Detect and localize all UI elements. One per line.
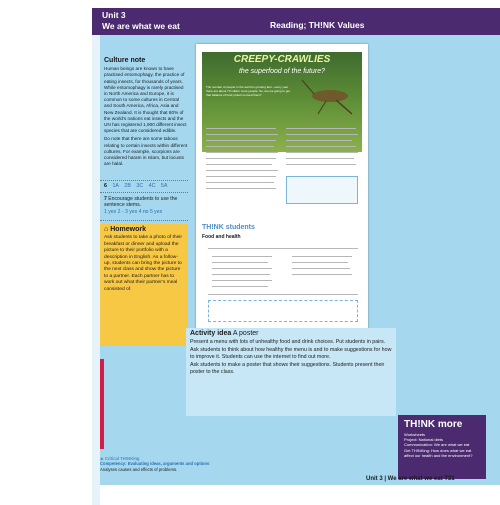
think-more-box: TH!NK more Worksheets Project: National diets Communication: We are what we eat Get TH!NKing: How does what we eat affect our health and the environment? bbox=[398, 415, 486, 479]
unit-heading: Unit 3 We are what we eat bbox=[102, 10, 180, 31]
divider bbox=[100, 180, 188, 181]
magazine-title: CREEPY-CRAWLIES bbox=[233, 54, 331, 65]
page-number: Unit 3 | We are what we eat T31 bbox=[366, 476, 455, 482]
page-header bbox=[92, 8, 500, 35]
section-title: Reading; TH!NK Values bbox=[270, 20, 365, 30]
accent-bar bbox=[100, 359, 104, 449]
article-text bbox=[202, 124, 362, 214]
house-icon: ⌂ bbox=[104, 226, 109, 233]
homework-text: Ask students to take a photo of their breakfast or dinner and upload the picture to their portfolio with a description in English. As a follow-up, students can bring the picture to the next class and show the picture to a partner. Each partner has to work out what their partner's meal consisted of. bbox=[104, 235, 183, 292]
homework-box bbox=[100, 224, 188, 346]
left-margin-bar bbox=[92, 35, 100, 505]
culture-note-title: Culture note bbox=[104, 57, 146, 64]
critical-thinking-footer: ◉ Critical TH!NKing Competency: Evaluating ideas, arguments and options Analyses causes and effects of problems. bbox=[100, 456, 210, 472]
activity-title: Activity idea A poster bbox=[190, 330, 259, 337]
grasshopper-image bbox=[300, 76, 356, 118]
brain-icon: ◉ bbox=[100, 456, 104, 461]
homework-title: ⌂ Homework bbox=[104, 226, 146, 233]
divider bbox=[100, 220, 188, 221]
exercise-area bbox=[202, 244, 362, 324]
think-students-label: TH!NK students bbox=[202, 224, 255, 231]
food-health-heading: Food and health bbox=[202, 234, 241, 240]
magazine-intro: The number of people in the world is growing fast - every year there are about 70 million more people. So, are we going to get that balance of food protein to feed them? bbox=[206, 85, 290, 97]
culture-note-p2: Do note that there are some taboos relating to certain insects within different cultures. For example, scorpions are considered haram in Islam, but locusts are halal. bbox=[104, 136, 188, 167]
divider bbox=[100, 192, 188, 193]
answers-row-7: 7 Encourage students to use the sentence stems. 1 yes 2 - 3 yes 4 no 5 yes bbox=[104, 196, 178, 215]
answers-row-6: 6 1A 2B 3C 4C 5A bbox=[104, 183, 168, 189]
magazine-subtitle: the superfood of the future? bbox=[238, 68, 325, 75]
activity-idea-box: Activity idea A poster Present a menu with lots of unhealthy food and drink choices. Put students in pairs. Ask students to think about how healthy the menu is and to make suggestions for how to improve it. Students can use the internet to find out more. Ask students to make a poster that shows their suggestions. Students present their poster to the class. bbox=[186, 328, 396, 416]
culture-note-p1: Human beings are known to have practised entomophagy, the practice of eating insects, for thousands of years. While entomophagy is rarely practised in North America and Europe, it is common to some cultures in Central and South America, Africa, Asia and New Zealand. It is thought that 80% of the world's nations eat insects and the UN has registered 1,900 different insect species that are considered edible. bbox=[104, 66, 187, 134]
culture-note bbox=[100, 58, 188, 203]
think-more-title: TH!NK more bbox=[404, 419, 463, 430]
